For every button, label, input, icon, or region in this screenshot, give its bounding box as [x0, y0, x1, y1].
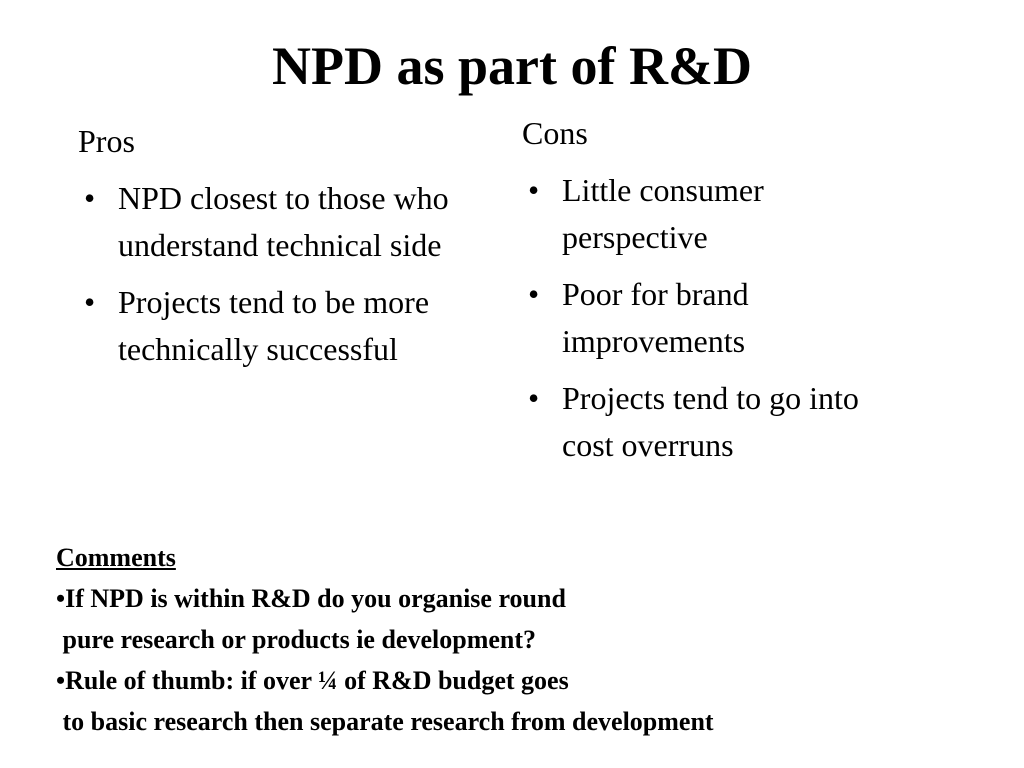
comment-line: •Rule of thumb: if over ¼ of R&D budget goes	[56, 666, 569, 695]
comments-block	[56, 537, 996, 742]
cons-column	[522, 110, 922, 479]
list-item	[522, 271, 852, 365]
list-item	[78, 175, 458, 269]
list-item	[522, 375, 902, 469]
pros-heading: Pros	[78, 123, 135, 159]
comment-line: •If NPD is within R&D do you organise round	[56, 584, 566, 613]
slide-title: NPD as part of R&D	[272, 36, 752, 96]
bullet-icon: •	[528, 172, 540, 208]
pros-list	[78, 175, 478, 373]
bullet-icon: •	[528, 276, 540, 312]
bullet-icon: •	[84, 284, 96, 320]
pros-column	[78, 118, 478, 383]
pros-item-text: NPD closest to those who understand technical side	[118, 180, 449, 263]
cons-item-text: Poor for brand improvements	[562, 276, 749, 359]
list-item	[78, 279, 438, 373]
list-item	[522, 167, 862, 261]
bullet-icon: •	[84, 180, 96, 216]
comments-heading: Comments	[56, 543, 176, 572]
cons-heading: Cons	[522, 115, 588, 151]
cons-list	[522, 167, 922, 469]
bullet-icon: •	[528, 380, 540, 416]
cons-item-text: Projects tend to go into cost overruns	[562, 380, 859, 463]
comment-line: pure research or products ie development?	[56, 625, 537, 654]
pros-item-text: Projects tend to be more technically successful	[118, 284, 430, 367]
cons-item-text: Little consumer perspective	[562, 172, 764, 255]
comment-line: to basic research then separate research from development	[56, 707, 714, 736]
